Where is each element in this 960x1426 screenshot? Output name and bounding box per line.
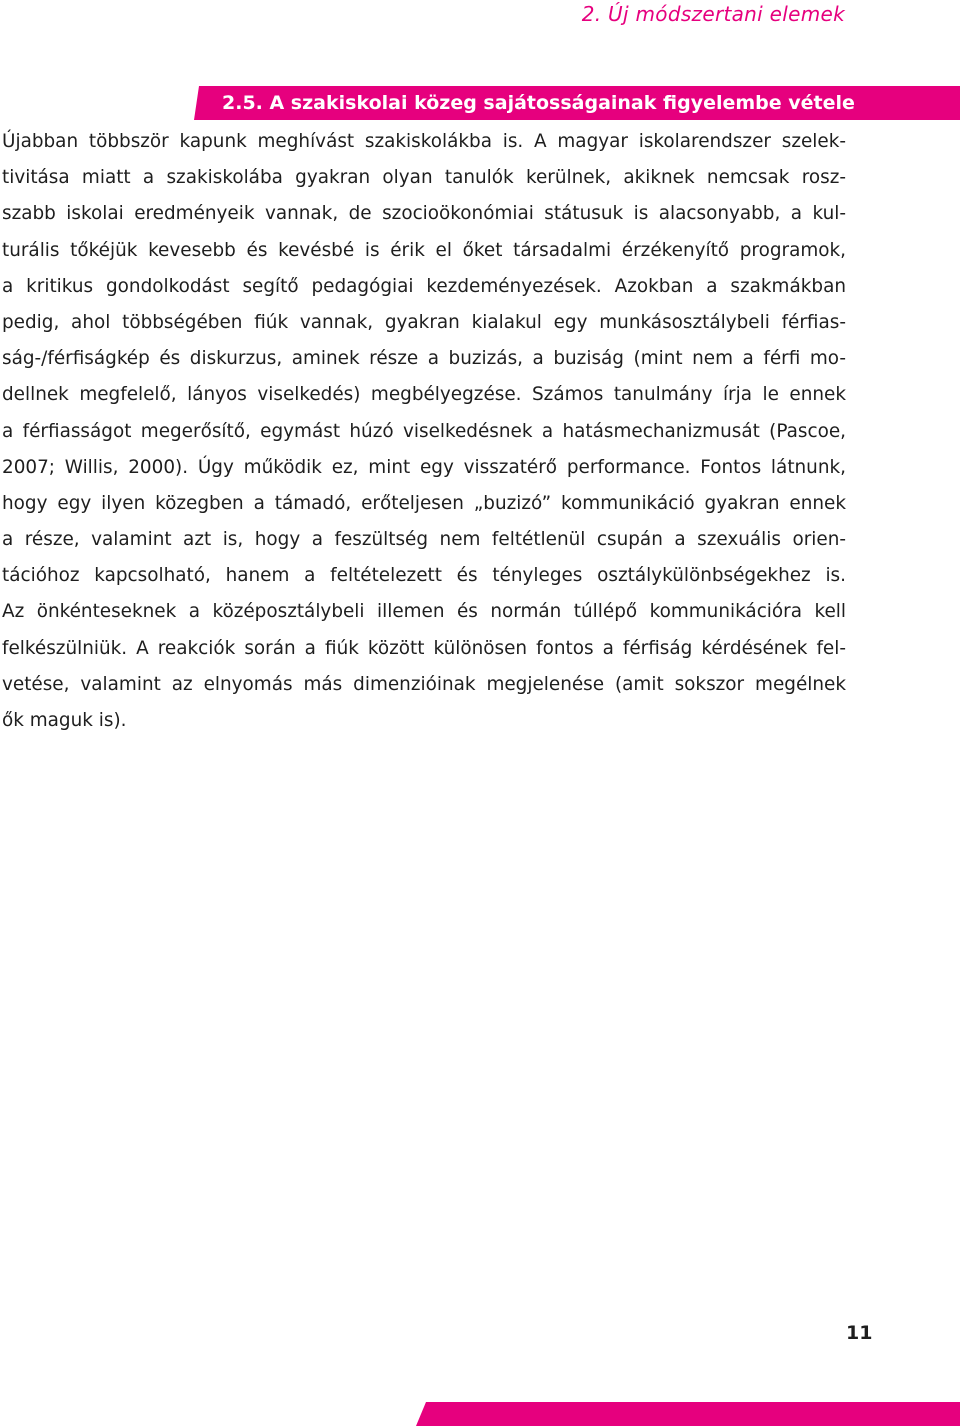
section-heading: 2.5. A szakiskolai közeg sajátosságainak figyelembe vétele	[222, 92, 855, 114]
body-line: ők maguk is).	[2, 710, 127, 731]
footer-accent-bar	[416, 1402, 960, 1426]
body-paragraph	[2, 124, 846, 739]
body-line: 2007; Willis, 2000). Úgy működik ez, mint egy visszatérő performance. Fontos látnunk,	[2, 456, 846, 478]
body-line: Az önkénteseknek a középosztálybeli illemen és normán túllépő kommunikációra kell	[2, 601, 846, 623]
body-line: a része, valamint azt is, hogy a feszültség nem feltétlenül csupán a szexuális orien-	[2, 529, 846, 551]
page-number: 11	[846, 1322, 873, 1344]
body-line: tációhoz kapcsolható, hanem a feltételezett és tényleges osztálykülönbségekhez is.	[2, 565, 846, 587]
body-line: turális tőkéjük kevesebb és kevésbé is érik el őket társadalmi érzékenyítő programok,	[2, 239, 846, 261]
body-line: szabb iskolai eredményeik vannak, de szocioökonómiai státusuk is alacsonyabb, a kul-	[2, 203, 846, 225]
body-line: pedig, ahol többségében fiúk vannak, gyakran kialakul egy munkásosztálybeli férfias-	[2, 311, 846, 333]
running-header: 2. Új módszertani elemek	[581, 2, 845, 26]
body-line: ság-/férfiságkép és diskurzus, aminek része a buzizás, a buziság (mint nem a férfi mo-	[2, 348, 846, 370]
body-line: felkészülniük. A reakciók során a fiúk között különösen fontos a férfiság kérdésének fel-	[2, 637, 846, 659]
body-line: tivitása miatt a szakiskolába gyakran olyan tanulók kerülnek, akiknek nemcsak rosz-	[2, 167, 846, 189]
body-line: dellnek megfelelő, lányos viselkedés) megbélyegzése. Számos tanulmány írja le ennek	[2, 384, 846, 406]
body-line: Újabban többször kapunk meghívást szakiskolákba is. A magyar iskolarendszer szelek-	[2, 131, 846, 152]
body-line: a kritikus gondolkodást segítő pedagógiai kezdeményezések. Azokban a szakmákban	[2, 275, 846, 297]
body-line: vetése, valamint az elnyomás más dimenzióinak megjelenése (amit sokszor megélnek	[2, 673, 846, 695]
body-line: a férfiasságot megerősítő, egymást húzó viselkedésnek a hatásmechanizmusát (Pascoe,	[2, 420, 846, 442]
body-line: hogy egy ilyen közegben a támadó, erőteljesen „buzizó” kommunikáció gyakran ennek	[2, 492, 846, 514]
